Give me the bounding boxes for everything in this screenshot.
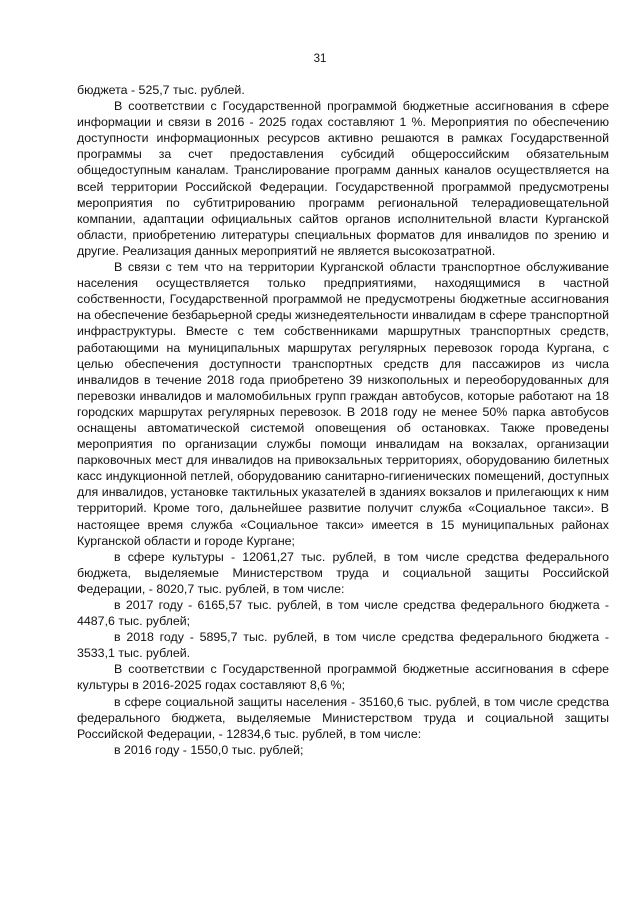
paragraph: в 2016 году - 1550,0 тыс. рублей; <box>114 742 304 757</box>
body-text <box>77 82 609 758</box>
paragraph: в 2018 году - 5895,7 тыс. рублей, в том числе средства федерального бюджета - 3533,1 тыс. рублей. <box>77 630 609 661</box>
paragraph: в 2017 году - 6165,57 тыс. рублей, в том числе средства федерального бюджета - 4487,6 тыс. рублей; <box>77 598 609 629</box>
paragraph: В связи с тем что на территории Курганской области транспортное обслуживание населения осуществляется только предприятиями, находящимися в частной собственности, Государственной программой не предусмотрены бюджетные ассигнования на обеспечение безбарьерной среды жизнедеятельности инвалидам в сфере транспортной инфраструктуры. Вместе с тем собственниками маршрутных транспортных средств, работающими на муниципальных маршрутах регулярных перевозок города Кургана, с целью обеспечения доступности транспортных средств для пассажиров из числа инвалидов в течение 2018 года приобретено 39 низкопольных и переоборудованных для перевозки инвалидов и маломобильных групп граждан автобусов, которые работают на 18 городских маршрутах регулярных перевозок. В 2018 году не менее 50% парка автобусов оснащены автоматической системой оповещения об остановках. Также проведены мероприятия по организации службы помощи инвалидам на вокзалах, организации парковочных мест для инвалидов на привокзальных территориях, оборудованию билетных касс индукционной петлей, оборудованию санитарно-гигиенических помещений, доступных для инвалидов, установке тактильных указателей в зданиях вокзалов и прилегающих к ним территорий. Кроме того, дальнейшее развитие получит служба «Социальное такси». В настоящее время служба «Социальное такси» имеется в 15 муниципальных районах Курганской области и городе Кургане; <box>77 260 609 548</box>
paragraph: В соответствии с Государственной программой бюджетные ассигнования в сфере культуры в 2016-2025 годах составляют 8,6 %; <box>77 662 609 693</box>
page-number: 31 <box>313 53 327 65</box>
paragraph: бюджета - 525,7 тыс. рублей. <box>77 83 245 97</box>
paragraph: в сфере социальной защиты населения - 35160,6 тыс. рублей, в том числе средства федерального бюджета, выделяемые Министерством труда и социальной защиты Российской Федерации, - 12834,6 тыс. рублей, в том числе: <box>77 694 609 741</box>
paragraph: В соответствии с Государственной программой бюджетные ассигнования в сфере информации и связи в 2016 - 2025 годах составляют 1 %. Мероприятия по обеспечению доступности информационных ресурсов активно решаются в рамках Государственной программы за счет предоставления субсидий общероссийским обязательным общедоступным каналам. Транслирование программ данных каналов осуществляется на всей территории Российской Федерации. Государственной программой предусмотрены мероприятия по субтитрированию программ региональной телерадиовещательной компании, адаптации официальных сайтов органов исполнительной власти Курганской области, приобретению литературы специальных форматов для инвалидов по зрению и другие. Реализация данных мероприятий не является высокозатратной. <box>77 99 609 258</box>
paragraph: в сфере культуры - 12061,27 тыс. рублей, в том числе средства федерального бюджета, выделяемые Министерством труда и социальной защиты Российской Федерации, - 8020,7 тыс. рублей, в том числе: <box>77 549 609 596</box>
